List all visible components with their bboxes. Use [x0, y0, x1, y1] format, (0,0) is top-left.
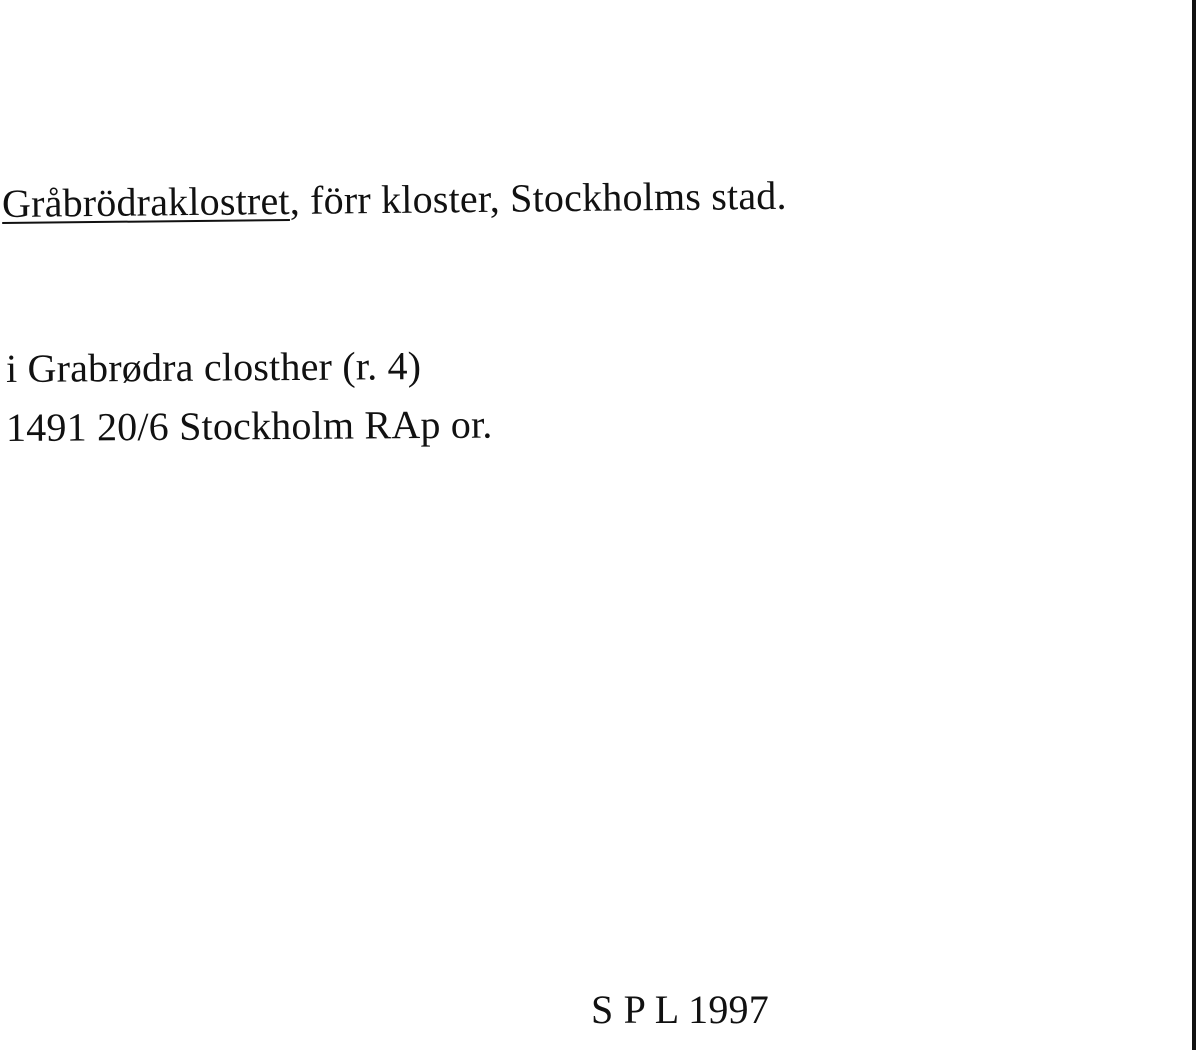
card-edge-line: [1192, 0, 1196, 1050]
headword: Gråbrödraklostret: [1, 177, 290, 226]
source-reference: 1491 20/6 Stockholm RAp or.: [5, 401, 493, 450]
heading-description: , förr kloster, Stockholms stad.: [289, 172, 787, 223]
entry-heading: [1, 172, 787, 226]
signature: S P L 1997: [591, 987, 769, 1032]
source-form: i Grabrødra closther (r. 4): [5, 343, 422, 391]
